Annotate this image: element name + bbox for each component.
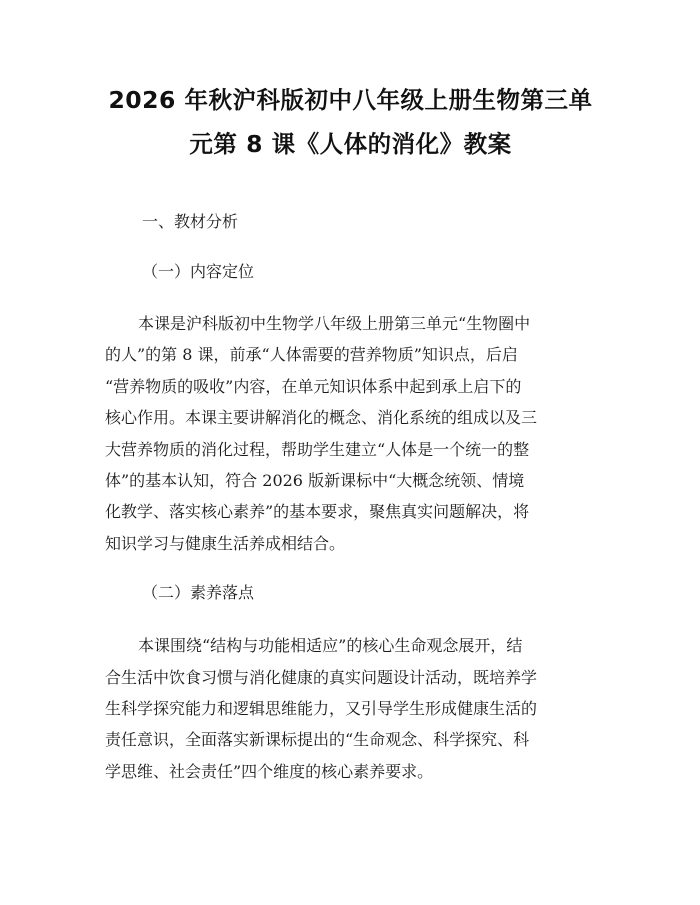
paragraph-line: 知识学习与健康生活养成相结合。 xyxy=(105,533,346,553)
paragraph-literacy-focus xyxy=(105,630,596,787)
paragraph-content-positioning xyxy=(105,308,596,559)
subsection-heading-literacy-focus: （二）素养落点 xyxy=(142,583,255,603)
document-title xyxy=(105,0,596,166)
section-heading-textbook-analysis: 一、教材分析 xyxy=(142,212,239,231)
paragraph-line: 化教学、落实核心素养”的基本要求，聚焦真实问题解决，将 xyxy=(105,502,530,522)
title-line: 2026 年秋沪科版初中八年级上册生物第三单 xyxy=(108,86,593,114)
paragraph-line: 本课围绕“结构与功能相适应”的核心生命观念展开，结 xyxy=(138,636,523,656)
paragraph-line: 的人”的第 8 课，前承“人体需要的营养物质”知识点，后启 xyxy=(105,345,518,365)
paragraph-line: 大营养物质的消化过程，帮助学生建立“人体是一个统一的整 xyxy=(105,439,530,459)
paragraph-line: 生科学探究能力和逻辑思维能力，又引导学生形成健康生活的 xyxy=(105,699,538,719)
paragraph-line: 核心作用。本课主要讲解消化的概念、消化系统的组成以及三 xyxy=(105,408,538,428)
paragraph-line: 责任意识，全面落实新课标提出的“生命观念、科学探究、科 xyxy=(105,730,530,750)
paragraph-line: 体”的基本认知，符合 2026 版新课标中“大概念统领、情境 xyxy=(105,471,525,491)
title-line: 元第 8 课《人体的消化》教案 xyxy=(189,130,512,158)
paragraph-line: “营养物质的吸收”内容，在单元知识体系中起到承上启下的 xyxy=(105,376,522,396)
paragraph-line: 合生活中饮食习惯与消化健康的真实问题设计活动，既培养学 xyxy=(105,667,538,687)
paragraph-line: 学思维、社会责任”四个维度的核心素养要求。 xyxy=(105,761,434,781)
paragraph-line: 本课是沪科版初中生物学八年级上册第三单元“生物圈中 xyxy=(138,314,531,333)
subsection-heading-content-positioning: （一）内容定位 xyxy=(142,262,255,281)
